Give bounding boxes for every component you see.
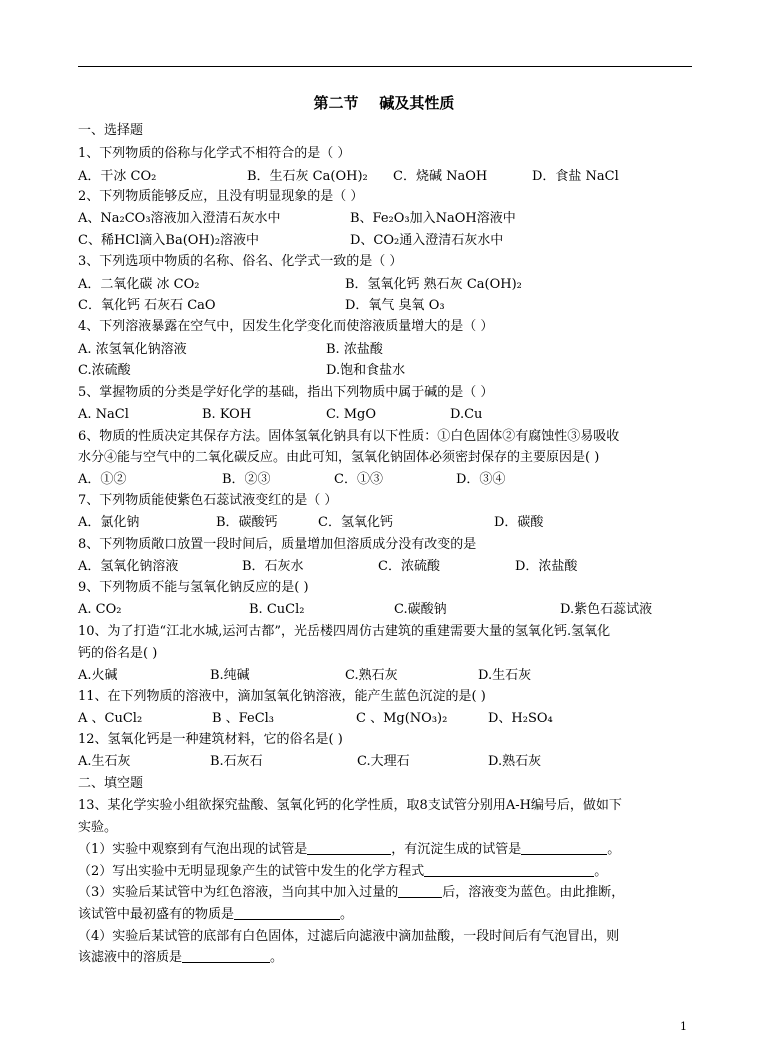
q13-part4-cont — [78, 949, 283, 967]
q13-part4: （4）实验后某试管的底部有白色固体，过滤后向滤液中滴加盐酸，一段时间后有气泡冒出，则 — [78, 929, 620, 944]
q13-stem-line2: 实验。 — [78, 820, 118, 835]
section-heading-choice: 一、选择题 — [78, 123, 144, 138]
q11-option-b: B 、FeCl₃ — [212, 711, 275, 726]
q2-stem: 2、下列物质能够反应，且没有明显现象的是（ ） — [78, 189, 364, 204]
page-title: 第二节 碱及其性质 — [313, 94, 455, 112]
q13-part1-text-c: 。 — [607, 842, 621, 857]
q5-option-b: B. KOH — [202, 407, 252, 422]
q9-option-c: C.碳酸钠 — [394, 602, 447, 617]
q1-option-b: B．生石灰 Ca(OH)₂ — [247, 169, 368, 184]
q9-option-a: A. CO₂ — [78, 602, 122, 617]
q8-option-d: D．浓盐酸 — [515, 559, 578, 574]
q2-option-a: A、Na₂CO₃溶液加入澄清石灰水中 — [78, 211, 281, 226]
q13-part2-blank — [424, 863, 594, 877]
q4-option-c: C.浓硫酸 — [78, 363, 131, 378]
q13-part3-text-d: 。 — [340, 907, 354, 922]
q12-option-c: C.大理石 — [357, 754, 410, 769]
q13-stem-line1: 13、某化学实验小组欲探究盐酸、氢氧化钙的化学性质，取8支试管分别用A-H编号后，做如下 — [78, 798, 622, 813]
q10-option-d: D.生石灰 — [478, 668, 532, 683]
q13-part3-text-a: （3）实验后某试管中为红色溶液，当向其中加入过量的 — [78, 885, 399, 900]
q11-option-c: C 、Mg(NO₃)₂ — [356, 711, 448, 726]
q13-part3-text-b: 后，溶液变为蓝色。由此推断， — [442, 885, 625, 900]
q1-option-c: C．烧碱 NaOH — [393, 169, 488, 184]
q12-stem: 12、氢氧化钙是一种建筑材料，它的俗名是( ) — [78, 732, 343, 747]
page-number: 1 — [680, 1020, 687, 1033]
q5-stem: 5、掌握物质的分类是学好化学的基础，指出下列物质中属于碱的是（ ） — [78, 385, 494, 400]
q6-option-c: C．①③ — [334, 472, 383, 487]
q13-part3-blank-1 — [398, 884, 442, 898]
q12-option-b: B.石灰石 — [210, 754, 263, 769]
q3-stem: 3、下列选项中物质的名称、俗名、化学式一致的是（ ） — [78, 254, 403, 269]
q13-part1 — [78, 841, 620, 859]
q13-part3-blank-2 — [234, 906, 340, 920]
q7-option-a: A．氯化钠 — [78, 515, 140, 530]
q8-option-b: B．石灰水 — [242, 559, 304, 574]
q1-stem: 1、下列物质的俗称与化学式不相符合的是（ ） — [78, 146, 351, 161]
q6-option-b: B．②③ — [222, 472, 271, 487]
q11-stem: 11、在下列物质的溶液中，滴加氢氧化钠溶液，能产生蓝色沉淀的是( ) — [78, 689, 486, 704]
q10-option-c: C.熟石灰 — [345, 668, 398, 683]
q3-option-d: D．氧气 臭氧 O₃ — [345, 298, 445, 313]
q4-option-d: D.饱和食盐水 — [326, 363, 406, 378]
q4-stem: 4、下列溶液暴露在空气中，因发生化学变化而使溶液质量增大的是（ ） — [78, 319, 494, 334]
q13-part3-text-c: 该试管中最初盛有的物质是 — [78, 907, 235, 922]
q8-option-a: A．氢氧化钠溶液 — [78, 559, 179, 574]
q10-stem-line2: 钙的俗名是( ) — [78, 646, 158, 661]
q12-option-a: A.生石灰 — [78, 754, 131, 769]
q6-stem-line2: 水分④能与空气中的二氧化碳反应。由此可知，氢氧化钠固体必须密封保存的主要原因是( ) — [78, 450, 600, 465]
header-rule — [78, 66, 692, 67]
q1-option-d: D．食盐 NaCl — [532, 169, 619, 184]
q10-option-b: B.纯碱 — [210, 668, 250, 683]
q2-option-c: C、稀HCl滴入Ba(OH)₂溶液中 — [78, 233, 260, 248]
q6-option-a: A．①② — [78, 472, 127, 487]
q1-option-a: A．干冰 CO₂ — [78, 169, 157, 184]
q9-stem: 9、下列物质不能与氢氧化钠反应的是( ) — [78, 580, 309, 595]
section-heading-fill: 二、填空题 — [78, 776, 144, 791]
q10-stem-line1: 10、为了打造“江北水城,运河古都”，光岳楼四周仿古建筑的重建需要大量的氢氧化钙.氢氧化 — [78, 624, 611, 639]
q7-option-d: D．碳酸 — [494, 515, 544, 530]
q6-option-d: D．③④ — [456, 472, 506, 487]
q13-part4-text-c: 。 — [270, 950, 284, 965]
q13-part1-blank-1 — [307, 841, 391, 855]
q3-option-b: B．氢氧化钙 熟石灰 Ca(OH)₂ — [345, 277, 522, 292]
q13-part2-text-b: 。 — [594, 864, 608, 879]
q7-option-c: C．氢氧化钙 — [318, 515, 393, 530]
q13-part3-cont — [78, 906, 353, 924]
q2-option-d: D、CO₂通入澄清石灰水中 — [350, 233, 504, 248]
q7-option-b: B．碳酸钙 — [216, 515, 278, 530]
q11-option-a: A 、CuCl₂ — [78, 711, 143, 726]
q5-option-d: D.Cu — [450, 407, 483, 422]
q13-part2-text-a: （2）写出实验中无明显现象产生的试管中发生的化学方程式 — [78, 864, 425, 879]
q13-part1-text-a: （1）实验中观察到有气泡出现的试管是 — [78, 842, 308, 857]
q3-option-c: C．氧化钙 石灰石 CaO — [78, 298, 216, 313]
q13-part3 — [78, 884, 624, 902]
q3-option-a: A．二氧化碳 冰 CO₂ — [78, 277, 200, 292]
q4-option-a: A. 浓氢氧化钠溶液 — [78, 342, 187, 357]
q5-option-a: A. NaCl — [78, 407, 129, 422]
q2-option-b: B、Fe₂O₃加入NaOH溶液中 — [350, 211, 516, 226]
q10-option-a: A.火碱 — [78, 668, 118, 683]
q13-part2 — [78, 863, 607, 881]
q13-part4-blank — [182, 949, 270, 963]
q9-option-b: B. CuCl₂ — [249, 602, 305, 617]
q4-option-b: B. 浓盐酸 — [326, 342, 383, 357]
q8-option-c: C．浓硫酸 — [378, 559, 440, 574]
q5-option-c: C. MgO — [326, 407, 377, 422]
q13-part4-text-b: 该滤液中的溶质是 — [78, 950, 183, 965]
q6-stem-line1: 6、物质的性质决定其保存方法。固体氢氧化钠具有以下性质：①白色固体②有腐蚀性③易吸收 — [78, 429, 620, 444]
q7-stem: 7、下列物质能使紫色石蕊试液变红的是（ ） — [78, 493, 338, 508]
q12-option-d: D.熟石灰 — [488, 754, 542, 769]
q13-part1-text-b: ，有沉淀生成的试管是 — [391, 842, 522, 857]
q8-stem: 8、下列物质敞口放置一段时间后，质量增加但溶质成分没有改变的是 — [78, 537, 477, 552]
q9-option-d: D.紫色石蕊试液 — [560, 602, 653, 617]
q13-part1-blank-2 — [521, 841, 607, 855]
q11-option-d: D、H₂SO₄ — [488, 711, 553, 726]
